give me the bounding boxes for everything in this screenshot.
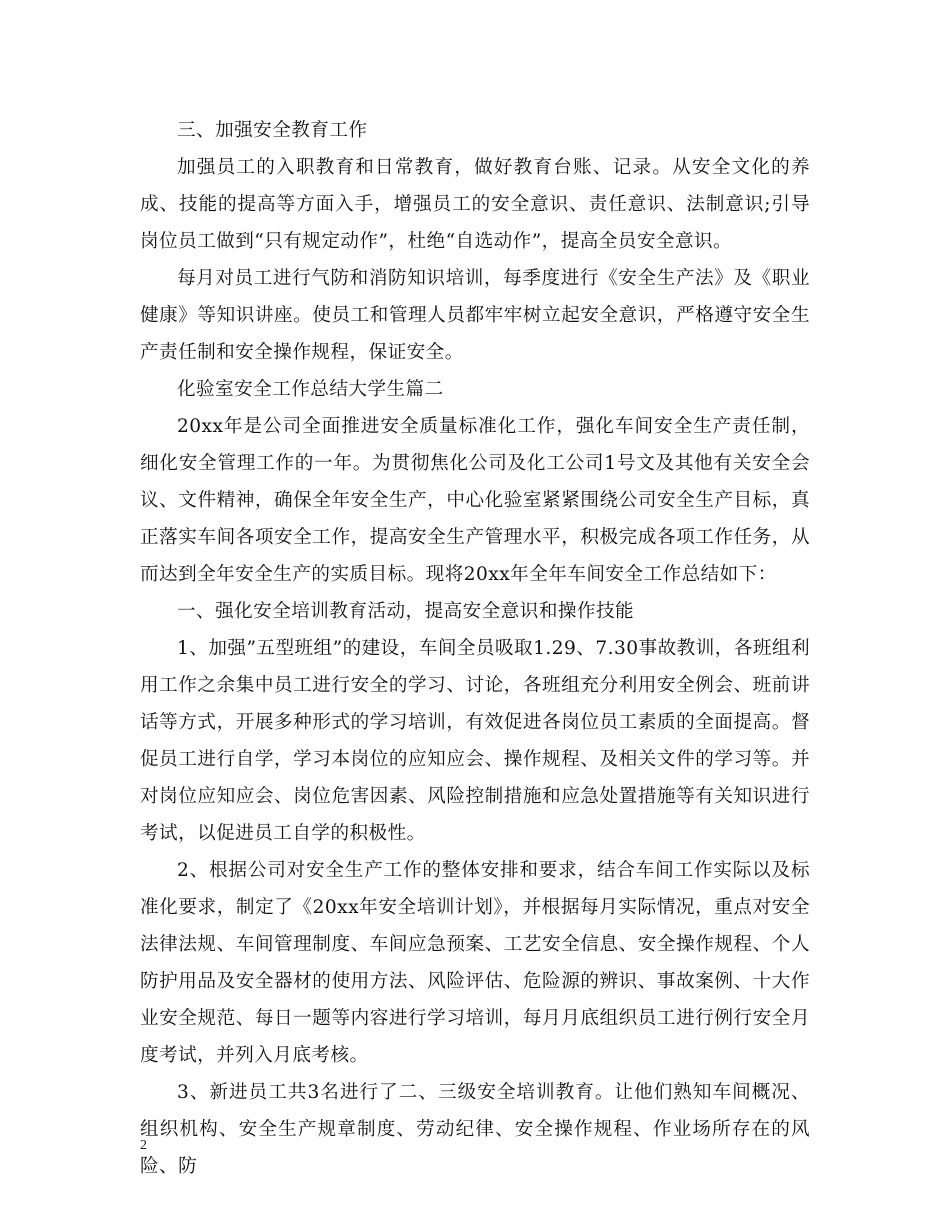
section-heading-training: 一、强化安全培训教育活动，提高安全意识和操作技能 [177, 601, 635, 622]
paragraph-item-3: 3、新进员工共3名进行了二、三级安全培训教育。让他们熟知车间概况、组织机构、安全生产规章制度、劳动纪律、安全操作规程、作业场所存在的风险、防 [140, 1082, 810, 1177]
paragraph-item-2: 2、根据公司对安全生产工作的整体安排和要求，结合车间工作实际以及标准化要求，制定了《20xx年安全培训计划》，并根据每月实际情况，重点对安全法律法规、车间管理制度、车间应急预案、工艺安全信息、安全操作规程、个人防护用品及安全器材的使用方法、风险评估、危险源的辨识、事故案例、十大作业安全规范、每日一题等内容进行学习培训，每月月底组织员工进行例行安全月度考试，并列入月底考核。 [140, 860, 810, 1066]
document-body [140, 112, 810, 1185]
paragraph-monthly-training: 每月对员工进行气防和消防知识培训，每季度进行《安全生产法》及《职业健康》等知识讲座。使员工和管理人员都牢牢树立起安全意识，严格遵守安全生产责任制和安全操作规程，保证安全。 [140, 268, 810, 363]
paragraph-item-1: 1、加强”五型班组”的建设，车间全员吸取1.29、7.30事故教训，各班组利用工作之余集中员工进行安全的学习、讨论，各班组充分利用安全例会、班前讲话等方式，开展多种形式的学习培训，有效促进各岗位员工素质的全面提高。督促员工进行自学，学习本岗位的应知应会、操作规程、及相关文件的学习等。并对岗位应知应会、岗位危害因素、风险控制措施和应急处置措施等有关知识进行考试，以促进员工自学的积极性。 [140, 638, 810, 844]
section-heading-education: 三、加强安全教育工作 [177, 120, 368, 141]
article-title-part-two: 化验室安全工作总结大学生篇二 [177, 379, 444, 400]
paragraph-annual-overview: 20xx年是公司全面推进安全质量标准化工作，强化车间安全生产责任制，细化安全管理工作的一年。为贯彻焦化公司及化工公司1号文及其他有关安全会议、文件精神，确保全年安全生产，中心化验室紧紧围绕公司安全生产目标，真正落实车间各项安全工作，提高安全生产管理水平，积极完成各项工作任务，从而达到全年安全生产的实质目标。现将20xx年全年车间安全工作总结如下： [140, 416, 810, 585]
page-number: 2 [140, 1138, 147, 1153]
paragraph-onboarding-education: 加强员工的入职教育和日常教育，做好教育台账、记录。从安全文化的养成、技能的提高等方面入手，增强员工的安全意识、责任意识、法制意识;引导岗位员工做到“只有规定动作”，杜绝“自选动作”，提高全员安全意识。 [140, 157, 810, 252]
